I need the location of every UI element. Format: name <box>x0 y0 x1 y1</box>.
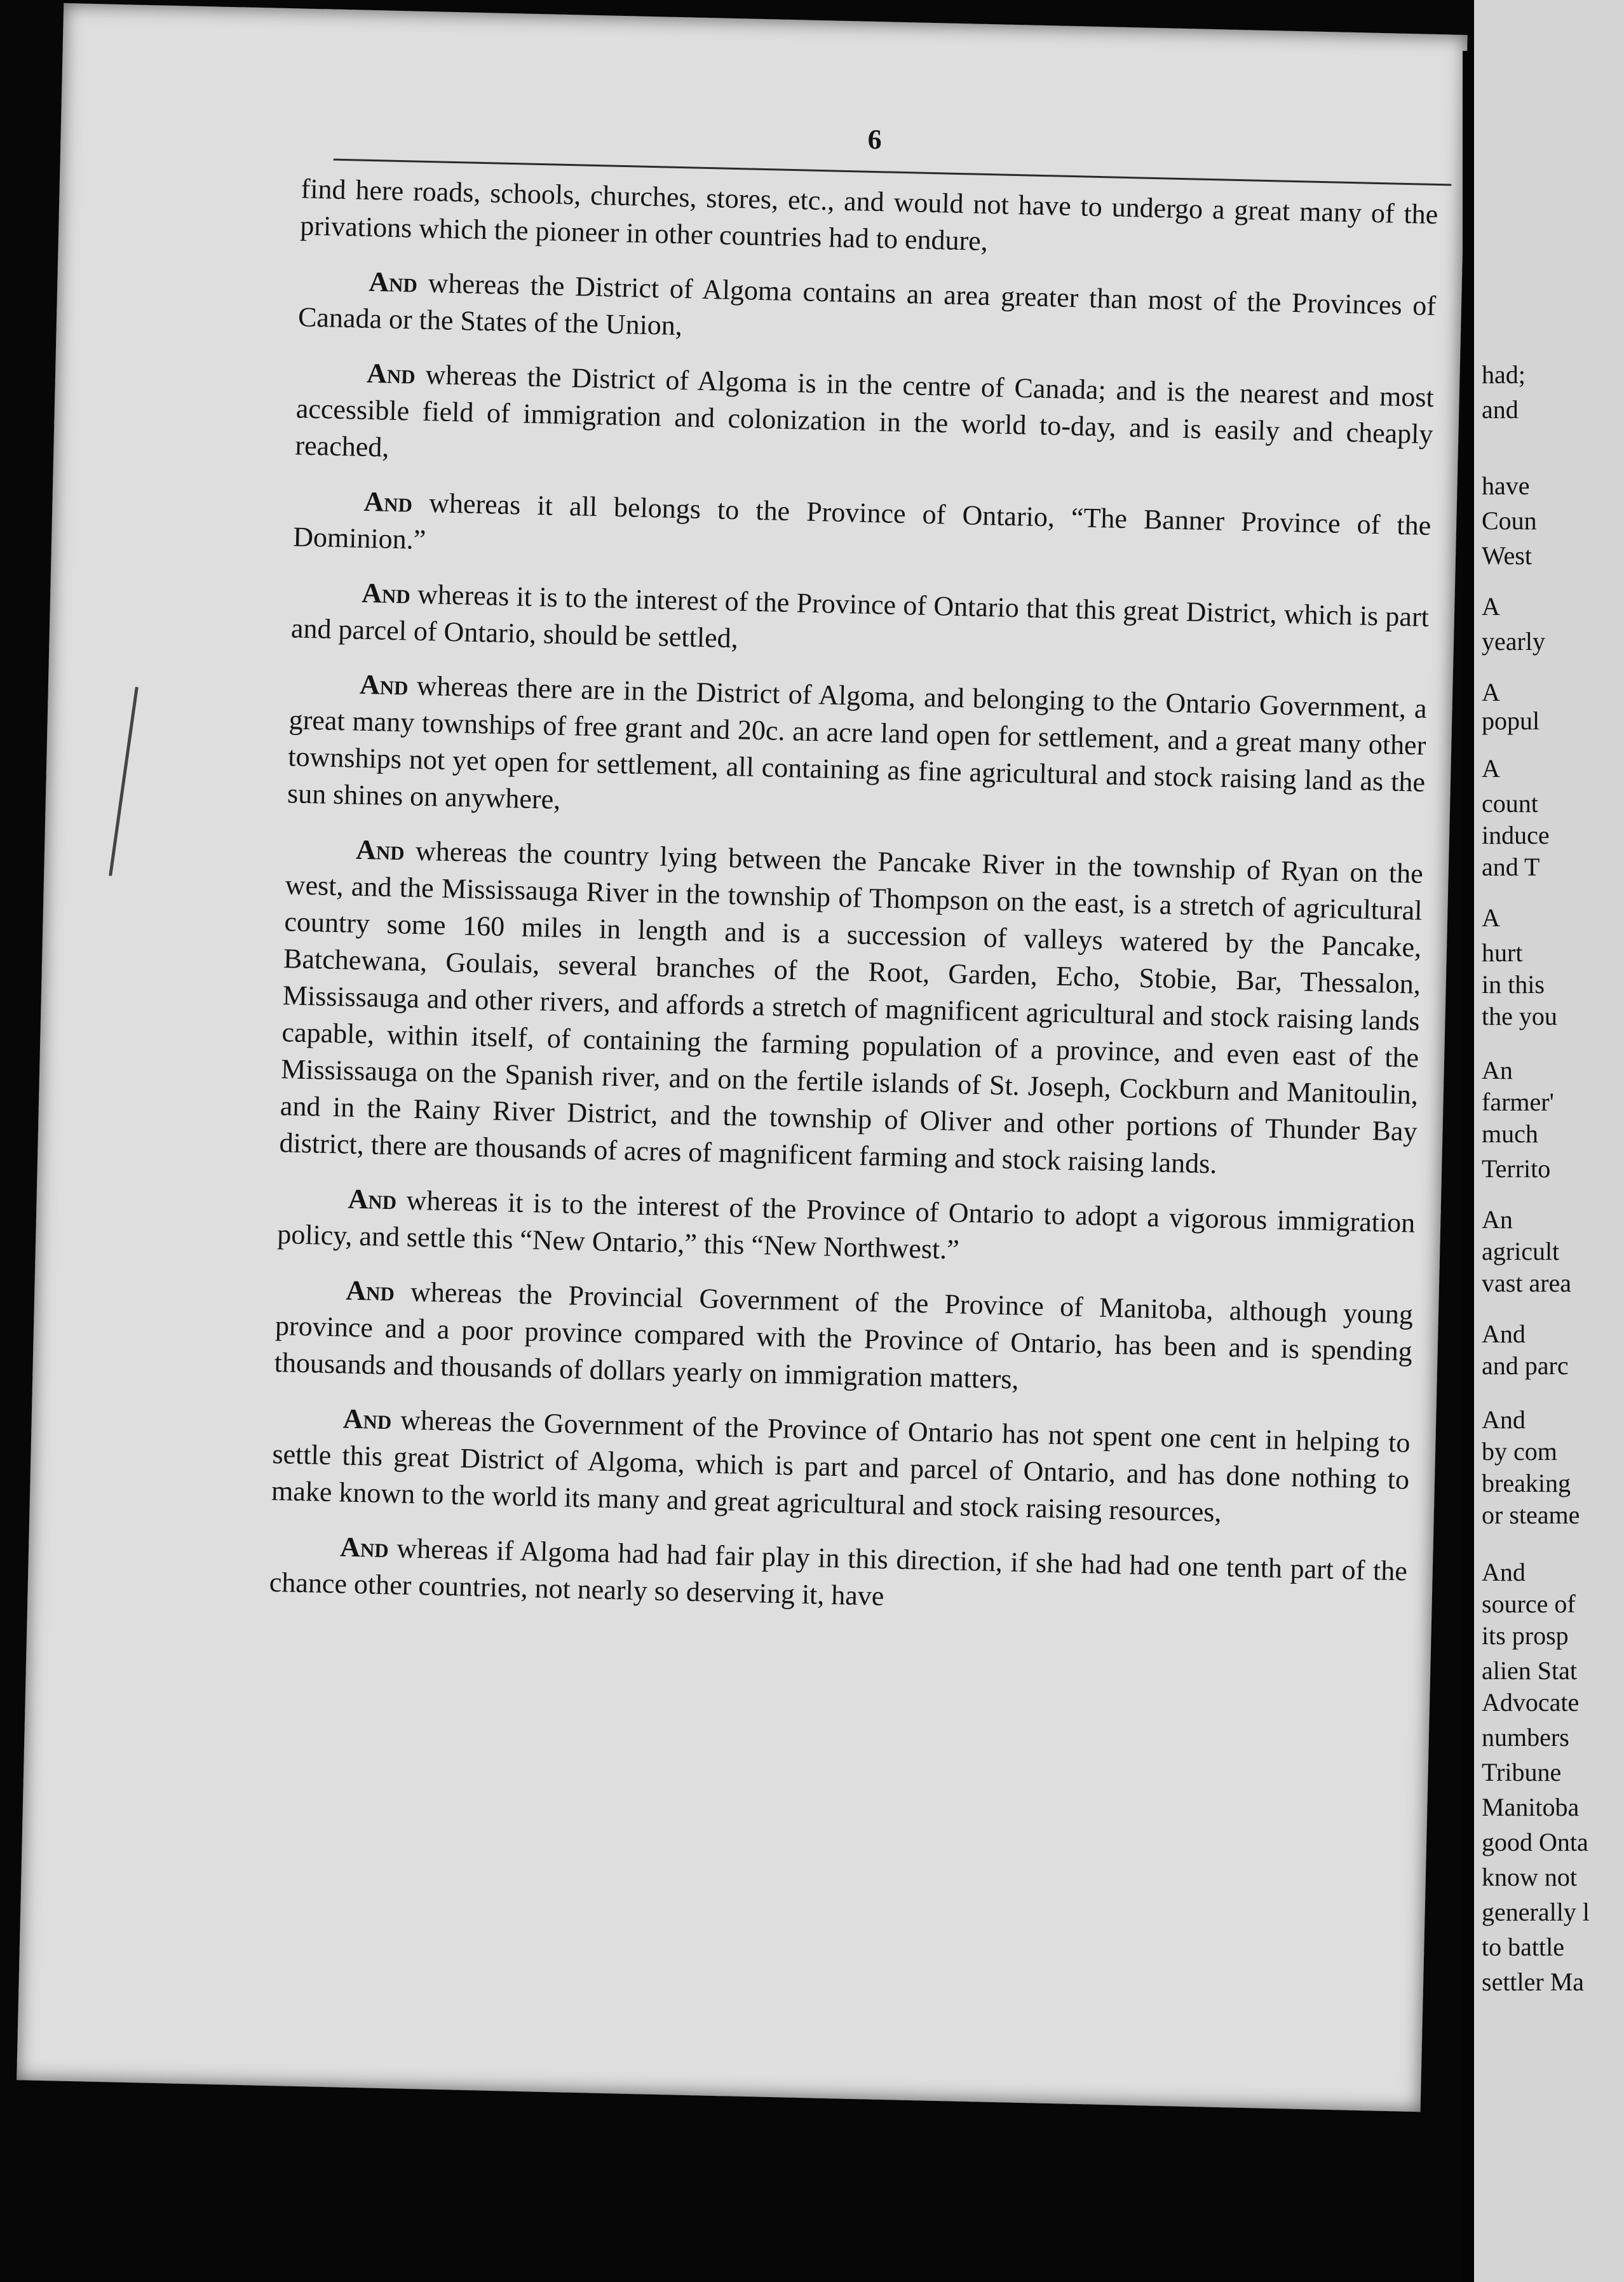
next-page-line: settler Ma <box>1482 1968 1585 1996</box>
next-page-line: and <box>1482 395 1519 424</box>
next-page-line: good Onta <box>1482 1828 1588 1856</box>
paragraph-text: whereas there are in the District of Algoma, and belonging to the Ontario Government, a great many townships of free grant and 20c. an acre land open for settlement, and a great many other townships not yet open for settlement, all containing as fine agricultural and stock raising land as the sun shines on anywhere, <box>287 670 1428 815</box>
next-page-line: numbers <box>1482 1723 1569 1752</box>
next-page-line: yearly <box>1482 627 1545 656</box>
paragraph <box>287 665 1427 838</box>
next-page-line: its prosp <box>1482 1621 1569 1650</box>
next-page-line: had; <box>1482 360 1526 389</box>
paragraph <box>290 573 1429 673</box>
next-page-line: Territo <box>1482 1154 1551 1183</box>
next-page-line: hurt <box>1482 938 1523 967</box>
paragraph-lead: And <box>348 1183 397 1216</box>
paragraph-text: whereas it all belongs to the Province of Ontario, “The Banner Province of the Dominion.” <box>292 487 1431 556</box>
paragraph <box>269 1527 1407 1627</box>
paragraph-lead: And <box>342 1403 392 1436</box>
next-page-line: A <box>1482 592 1500 621</box>
next-page-line: agricult <box>1482 1237 1560 1266</box>
next-page-line: And <box>1482 1320 1526 1348</box>
page-body <box>269 170 1438 1644</box>
next-page-line: the you <box>1482 1002 1557 1030</box>
paragraph-lead: And <box>345 1274 395 1307</box>
next-page-line: farmer' <box>1482 1088 1554 1116</box>
paragraph-text: whereas if Algoma had had fair play in this direction, if she had had one tenth part of the chance other countries, not nearly so deserving it, have <box>269 1532 1408 1612</box>
next-page-line: Tribune <box>1482 1758 1562 1786</box>
paragraph <box>293 482 1431 581</box>
next-page-line: and parc <box>1482 1351 1569 1380</box>
next-page-line: Manitoba <box>1482 1793 1580 1821</box>
next-page-line: much <box>1482 1119 1538 1148</box>
next-page-line: and T <box>1482 853 1540 881</box>
next-page-line: in this <box>1482 970 1545 999</box>
paragraph <box>274 1271 1413 1407</box>
paragraph-lead: And <box>363 485 413 518</box>
paragraph <box>277 1179 1416 1279</box>
paragraph-lead: And <box>368 266 418 299</box>
paragraph-lead: And <box>361 577 411 610</box>
next-page-line: vast area <box>1482 1269 1572 1297</box>
paragraph-text: whereas it is to the interest of the Province of Ontario that this great District, which is part and parcel of Ontario, should be settled, <box>290 578 1430 654</box>
next-page-line: A <box>1482 754 1500 783</box>
paragraph-lead: And <box>359 668 409 701</box>
next-page-line: count <box>1482 789 1538 818</box>
next-page-line: A <box>1482 678 1500 706</box>
paragraph <box>298 262 1437 361</box>
paragraph-text: whereas the District of Algoma contains an area greater than most of the Provinces of Canada or the States of the Union, <box>297 267 1437 342</box>
next-page-line: or steame <box>1482 1501 1580 1529</box>
next-page-line: by com <box>1482 1437 1557 1466</box>
next-page-line: induce <box>1482 821 1550 849</box>
paragraph-text: whereas the country lying between the Pancake River in the township of Ryan on the west, and the Mississauga River in the township of Thompson on the east, is a stretch of agricultural country some 160 miles in length and is a succession of valleys watered by the Pancake, Batchewana, Goulais, several branches of the Root, Garden, Echo, Stobie, Bar, Thessalon, Mississauga and other rivers, and affords a stretch of magnificent agricultural and stock raising lands capable, within itself, of containing the farming population of a province, and even east of the Mississauga on the Spanish river, and on the fertile islands of St. Joseph, Cockburn and Manitoulin, and in the Rainy River District, and the township of Oliver and other portions of Thunder Bay district, there are thousands of acres of magnificent farming and stock raising lands. <box>279 835 1424 1180</box>
next-page-line: And <box>1482 1558 1526 1586</box>
continuation-paragraph: find here roads, schools, churches, stores, etc., and would not have to undergo a great many of the privations which the pioneer in other countries had to endure, <box>299 173 1438 257</box>
next-page-fragment <box>1474 0 1624 2282</box>
paragraph-text: whereas the District of Algoma is in the centre of Canada; and is the nearest and most accessible field of immigration and colonization in the world to-day, and is easily and cheaply reached, <box>295 358 1435 463</box>
next-page-line: know not <box>1482 1863 1577 1891</box>
next-page-line: Advocate <box>1482 1688 1580 1717</box>
next-page-line: Coun <box>1482 506 1537 535</box>
next-page-line: source of <box>1482 1590 1576 1618</box>
next-page-line: West <box>1482 541 1532 570</box>
paragraph-text: whereas the Government of the Province of Ontario has not spent one cent in helping to settle this great District of Algoma, which is part and parcel of Ontario, and has done nothing to make known to the world its many and great agricultural and stock raising resources, <box>271 1404 1411 1528</box>
next-page-line: And <box>1482 1405 1526 1434</box>
document-page <box>17 3 1468 2112</box>
next-page-line: breaking <box>1482 1469 1571 1497</box>
next-page-line: to battle <box>1482 1933 1564 1961</box>
next-page-line: generally l <box>1482 1898 1590 1926</box>
page-number: 6 <box>867 123 883 156</box>
next-page-line: An <box>1482 1205 1513 1234</box>
paragraph-lead: And <box>339 1531 389 1564</box>
paragraph-lead: And <box>366 357 416 390</box>
paragraph <box>279 830 1423 1187</box>
next-page-line: A <box>1482 903 1500 932</box>
paragraph-text: whereas the Provincial Government of the Province of Manitoba, although young province and a poor province compared with the Province of Ontario, has been and is spending thousands and thousands of dollars yearly on immigration matters, <box>274 1276 1414 1395</box>
next-page-line: have <box>1482 471 1530 500</box>
next-page-line: alien Stat <box>1482 1656 1577 1685</box>
paragraph-lead: And <box>355 834 405 867</box>
paragraph-text: whereas it is to the interest of the Province of Ontario to adopt a vigorous immigration policy, and settle this “New Ontario,” this “New Northwest.” <box>276 1184 1416 1266</box>
paragraph <box>295 353 1434 490</box>
paragraph <box>271 1399 1411 1536</box>
next-page-line: An <box>1482 1056 1513 1084</box>
next-page-line: popul <box>1482 706 1540 735</box>
